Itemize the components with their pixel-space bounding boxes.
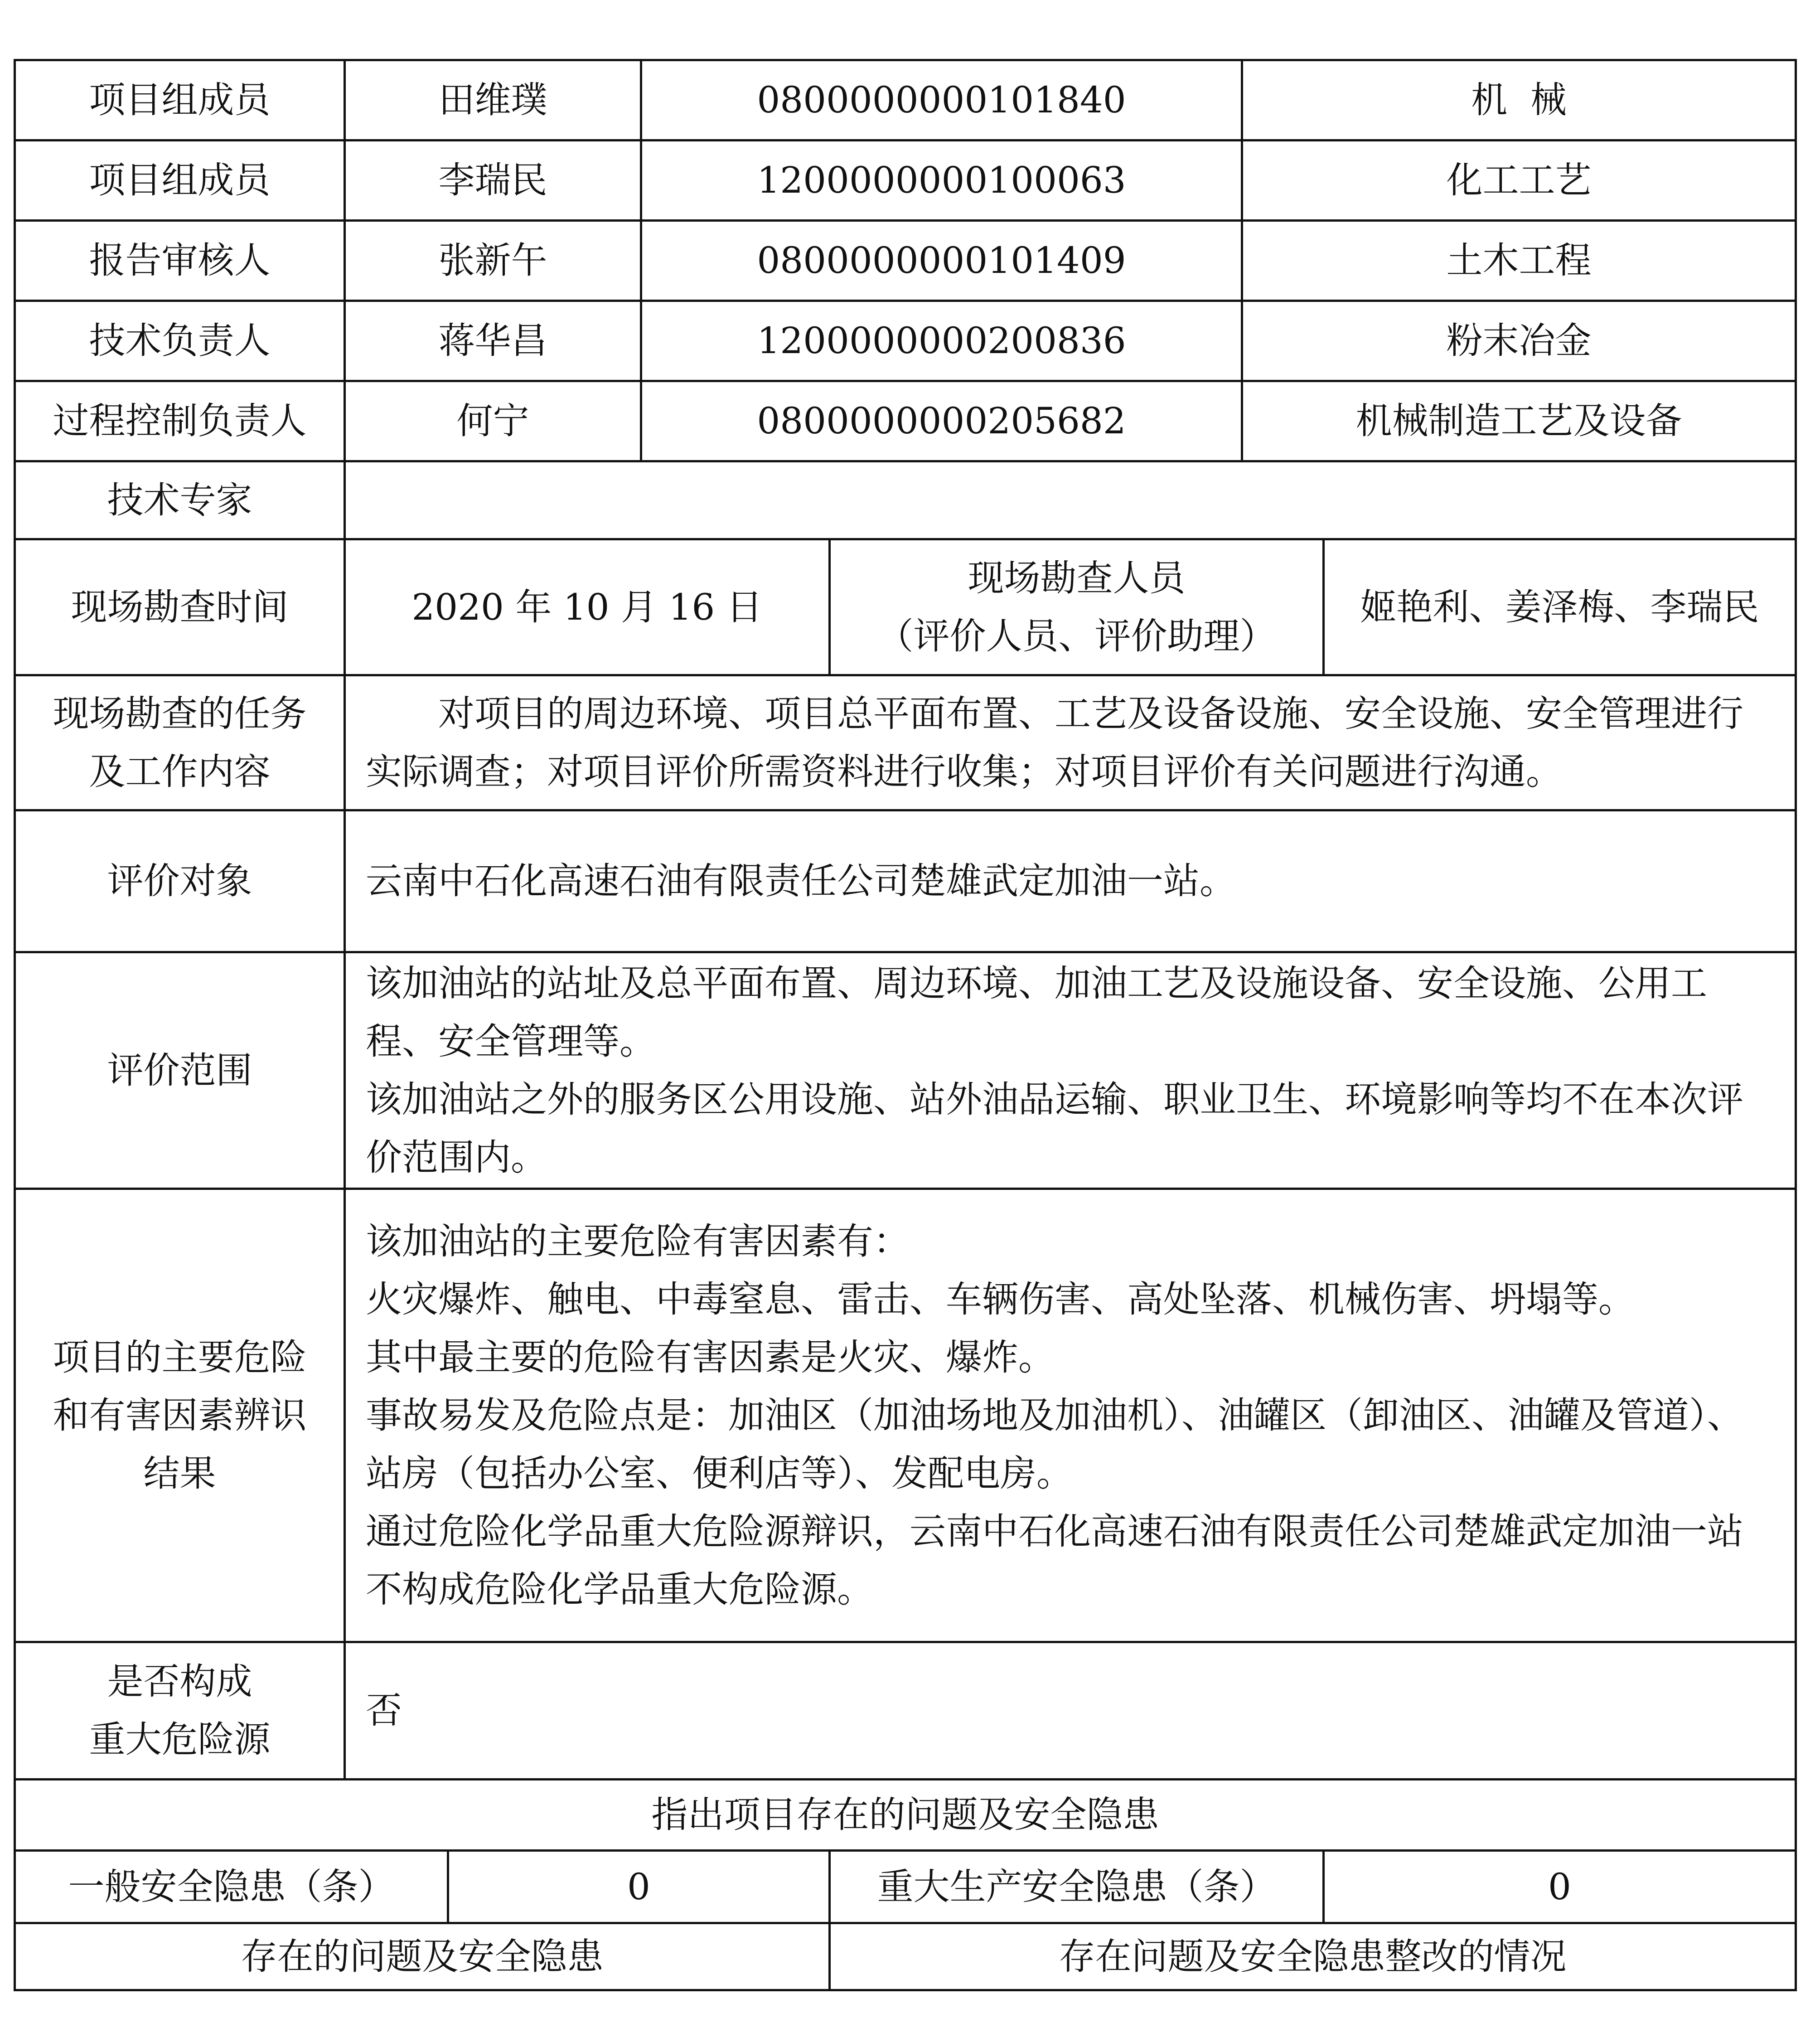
member-row	[15, 60, 1796, 141]
expert-label: 技术专家	[15, 461, 345, 539]
expert-value	[345, 461, 1796, 539]
name-cell: 蒋华昌	[345, 301, 641, 381]
specialty-cell: 化工工艺	[1242, 141, 1796, 221]
task-label-line2: 及工作内容	[89, 750, 271, 793]
specialty-cell: 土木工程	[1242, 221, 1796, 301]
name-cell: 田维璞	[345, 60, 641, 141]
general-hazard-label: 一般安全隐患（条）	[15, 1851, 448, 1923]
issues-column-header: 存在的问题及安全隐患	[15, 1923, 830, 1990]
specialty-cell: 粉末冶金	[1242, 301, 1796, 381]
member-row	[15, 301, 1796, 381]
role-cell: 项目组成员	[15, 60, 345, 141]
task-row	[15, 675, 1796, 810]
hazard-row	[15, 1189, 1796, 1642]
survey-staff-value: 姬艳利、姜泽梅、李瑞民	[1324, 539, 1796, 675]
hazard-paragraph: 通过危险化学品重大危险源辩识，云南中石化高速石油有限责任公司楚雄武定加油一站不构成危险化学品重大危险源。	[366, 1510, 1743, 1611]
specialty-cell: 机械制造工艺及设备	[1242, 381, 1796, 461]
member-row	[15, 381, 1796, 461]
object-value: 云南中石化高速石油有限责任公司楚雄武定加油一站。	[345, 810, 1796, 952]
name-cell: 何宁	[345, 381, 641, 461]
major-hazard-row	[15, 1642, 1796, 1780]
survey-staff-label-line1: 现场勘查人员	[968, 557, 1186, 599]
member-row	[15, 141, 1796, 221]
cert-cell: 0800000000101409	[641, 221, 1242, 301]
hazard-paragraph: 事故易发及危险点是：加油区（加油场地及加油机）、油罐区（卸油区、油罐及管道）、站房（包括办公室、便利店等）、发配电房。	[366, 1394, 1743, 1494]
report-page	[14, 59, 1795, 1989]
scope-label: 评价范围	[15, 952, 345, 1189]
major-hazard-label	[15, 1642, 345, 1780]
rectification-column-header: 存在问题及安全隐患整改的情况	[830, 1923, 1796, 1990]
task-label-line1: 现场勘查的任务	[53, 692, 307, 735]
task-label	[15, 675, 345, 810]
name-cell: 张新午	[345, 221, 641, 301]
major-hazard-label-line1: 是否构成	[107, 1660, 252, 1703]
scope-paragraph: 该加油站的站址及总平面布置、周边环境、加油工艺及设施设备、安全设施、公用工程、安全管理等。	[366, 962, 1707, 1062]
cert-cell: 0800000000101840	[641, 60, 1242, 141]
role-cell: 过程控制负责人	[15, 381, 345, 461]
role-cell: 技术负责人	[15, 301, 345, 381]
survey-time-value: 2020 年 10 月 16 日	[345, 539, 830, 675]
hazard-paragraph: 火灾爆炸、触电、中毒窒息、雷击、车辆伤害、高处坠落、机械伤害、坍塌等。	[366, 1278, 1635, 1320]
major-hazard-count: 0	[1324, 1851, 1796, 1923]
task-content	[345, 675, 1796, 810]
cert-cell: 1200000000100063	[641, 141, 1242, 221]
hazard-label	[15, 1189, 345, 1642]
object-label: 评价对象	[15, 810, 345, 952]
survey-staff-label-line2: （评价人员、评价助理）	[877, 615, 1276, 657]
general-hazard-count: 0	[448, 1851, 830, 1923]
issues-columns-row	[15, 1923, 1796, 1990]
hazard-paragraph: 该加油站的主要危险有害因素有：	[366, 1220, 910, 1262]
major-hazard-count-label: 重大生产安全隐患（条）	[830, 1851, 1324, 1923]
scope-content	[345, 952, 1796, 1189]
task-text: 对项目的周边环境、项目总平面布置、工艺及设备设施、安全设施、安全管理进行实际调查；对项目评价所需资料进行收集；对项目评价有关问题进行沟通。	[366, 692, 1743, 793]
specialty-cell: 机 械	[1242, 60, 1796, 141]
hazard-label-line2: 和有害因素辨识	[53, 1394, 307, 1436]
hazard-paragraph: 其中最主要的危险有害因素是火灾、爆炸。	[366, 1336, 1055, 1378]
object-row	[15, 810, 1796, 952]
survey-time-label: 现场勘查时间	[15, 539, 345, 675]
hazard-content	[345, 1189, 1796, 1642]
assessment-table	[14, 59, 1797, 1991]
member-row	[15, 221, 1796, 301]
role-cell: 报告审核人	[15, 221, 345, 301]
scope-paragraph: 该加油站之外的服务区公用设施、站外油品运输、职业卫生、环境影响等均不在本次评价范围内。	[366, 1078, 1743, 1179]
cert-cell: 1200000000200836	[641, 301, 1242, 381]
major-hazard-label-line2: 重大危险源	[89, 1718, 271, 1761]
cert-cell: 0800000000205682	[641, 381, 1242, 461]
scope-row	[15, 952, 1796, 1189]
name-cell: 李瑞民	[345, 141, 641, 221]
issues-count-row	[15, 1851, 1796, 1923]
hazard-label-line3: 结果	[143, 1452, 216, 1494]
survey-staff-label	[830, 539, 1324, 675]
survey-row	[15, 539, 1796, 675]
hazard-label-line1: 项目的主要危险	[53, 1336, 307, 1378]
role-cell: 项目组成员	[15, 141, 345, 221]
issues-heading: 指出项目存在的问题及安全隐患	[15, 1780, 1796, 1851]
major-hazard-value: 否	[345, 1642, 1796, 1780]
expert-row	[15, 461, 1796, 539]
issues-heading-row	[15, 1780, 1796, 1851]
